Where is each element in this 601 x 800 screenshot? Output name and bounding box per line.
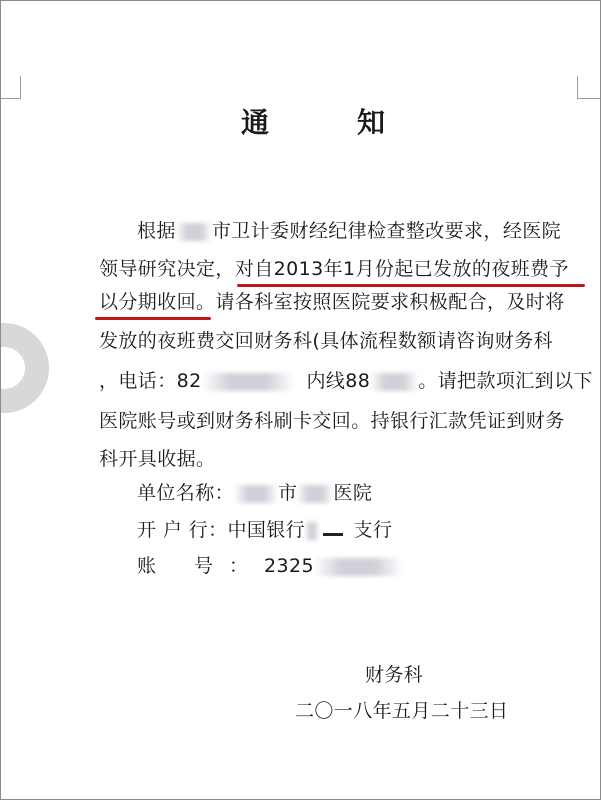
unit-name-label: 单位名称： [137, 482, 235, 504]
floating-ring-button[interactable] [0, 323, 49, 413]
bank-row: 开 户 行：中国银行 支行 [137, 519, 393, 541]
red-underline-2 [95, 317, 211, 320]
blank-underscore [323, 533, 343, 536]
body-line-2: 领导研究决定，对自2013年1月份起已发放的夜班费予 [99, 258, 569, 280]
body-line-3: 以分期收回。请各科室按照医院要求积极配合，及时将 [99, 291, 565, 313]
redacted-account [314, 558, 402, 576]
redacted-extension [370, 373, 418, 391]
signature-date: 二〇一八年五月二十三日 [295, 700, 509, 722]
body-line-1: 根据 市卫计委财经纪律检查整改要求，经医院 [137, 220, 562, 242]
redacted-unit-city [234, 485, 278, 503]
highlighted-text-2: 以分期收回。 [99, 291, 216, 313]
redacted-city [176, 223, 212, 241]
bank-value: 中国银行 [227, 519, 306, 541]
signature-dept: 财务科 [365, 664, 424, 686]
body-line-5: ，电话：82 内线88 。请把款项汇到以下 [99, 370, 593, 392]
redacted-bank-branch [305, 522, 319, 540]
page-corner-mark-left [1, 76, 21, 99]
page-corner-mark-right [577, 76, 600, 99]
bank-label: 开 户 行： [137, 519, 228, 541]
body-line-4: 发放的夜班费交回财务科(具体流程数额请咨询财务科 [99, 330, 554, 352]
body-line-6: 医院账号或到财务科刷卡交回。持银行汇款凭证到财务 [99, 410, 565, 432]
account-label: 账 号： [137, 555, 265, 577]
account-value: 2325 [264, 555, 315, 577]
unit-name-row: 单位名称： 市 医院 [137, 482, 373, 504]
body-line-7: 科开具收据。 [99, 448, 216, 470]
red-underline-1 [237, 284, 585, 287]
account-row [137, 554, 402, 578]
redacted-unit-name [297, 485, 333, 503]
redacted-phone [202, 373, 294, 391]
highlighted-text-1: 对自2013年1月份起已发放的夜班费予 [234, 258, 569, 280]
notice-document: 通 知 根据 市卫计委财经纪律检查整改要求，经医院 领导研究决定，对自2013年1月份起已发放的夜班费予 以分期收回。请各科室按照医院要求积极配合，及时将 发放的夜班费交回财务科(具体流程数额请咨询财务科 ，电话：82 内线88 。请把款项汇到以下 医院账号或到财务科刷卡交回。持银行汇款凭证到财务 科开具收据。 单位名称： 市 医院 开 户 行：中国银行 支行 账 号：2325 财务科 二〇一八年五月二十三日 [0, 0, 601, 800]
